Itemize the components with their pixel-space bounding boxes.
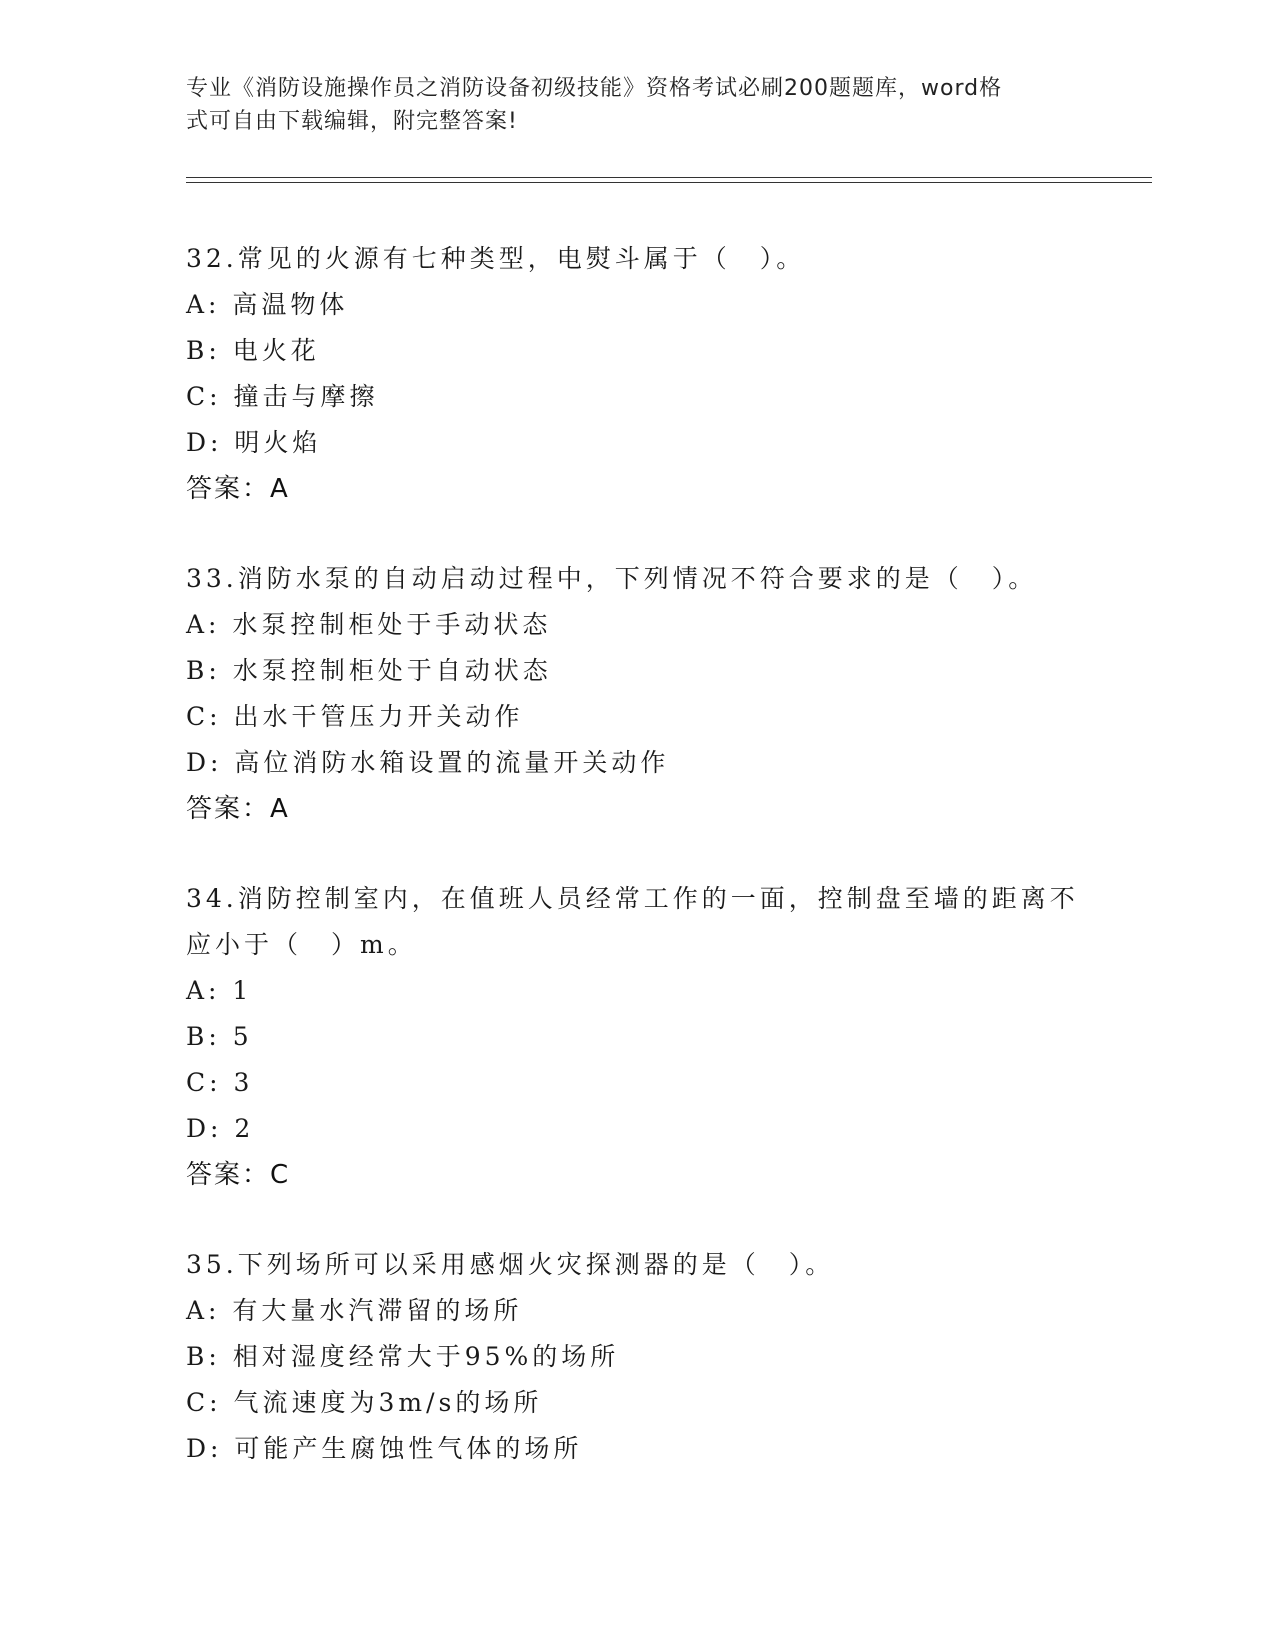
option-d: D: 2: [186, 1114, 255, 1143]
option-b: B: 5: [186, 1022, 253, 1051]
option-c: C: 气流速度为3m/s的场所: [186, 1388, 543, 1417]
answer: 答案：C: [186, 1160, 291, 1190]
question-stem: 35.下列场所可以采用感烟火灾探测器的是（ ）。: [186, 1250, 835, 1279]
answer: 答案：A: [186, 474, 290, 504]
option-b: B: 相对湿度经常大于95%的场所: [186, 1342, 620, 1371]
question-stem-line-2: 应小于（ ）m。: [186, 930, 417, 959]
header-line-1: 专业《消防设施操作员之消防设备初级技能》资格考试必刷200题题库，word格: [186, 76, 1003, 101]
question-stem-line-1: 34.消防控制室内，在值班人员经常工作的一面，控制盘至墙的距离不: [186, 884, 1079, 913]
header-line-2: 式可自由下载编辑，附完整答案!: [186, 109, 518, 134]
option-d: D: 高位消防水箱设置的流量开关动作: [186, 748, 670, 777]
header-divider-top: [186, 177, 1152, 178]
option-b: B: 水泵控制柜处于自动状态: [186, 656, 552, 685]
question-stem: 33.消防水泵的自动启动过程中，下列情况不符合要求的是（ ）。: [186, 564, 1038, 593]
option-a: A: 1: [186, 976, 253, 1005]
option-c: C: 撞击与摩擦: [186, 382, 379, 411]
option-c: C: 出水干管压力开关动作: [186, 702, 524, 731]
answer: 答案：A: [186, 794, 290, 824]
option-a: A: 水泵控制柜处于手动状态: [186, 610, 552, 639]
document-header: [186, 72, 1086, 138]
option-a: A: 有大量水汽滞留的场所: [186, 1296, 523, 1325]
question-stem: 32.常见的火源有七种类型，电熨斗属于（ ）。: [186, 244, 806, 273]
option-a: A: 高温物体: [186, 290, 349, 319]
question-33: [186, 556, 1086, 832]
question-34: [186, 876, 1086, 1198]
option-b: B: 电火花: [186, 336, 320, 365]
option-c: C: 3: [186, 1068, 254, 1097]
option-d: D: 明火焰: [186, 428, 322, 457]
question-35: [186, 1242, 1086, 1472]
header-divider-bottom: [186, 182, 1152, 183]
option-d: D: 可能产生腐蚀性气体的场所: [186, 1434, 583, 1463]
question-32: [186, 236, 1086, 512]
